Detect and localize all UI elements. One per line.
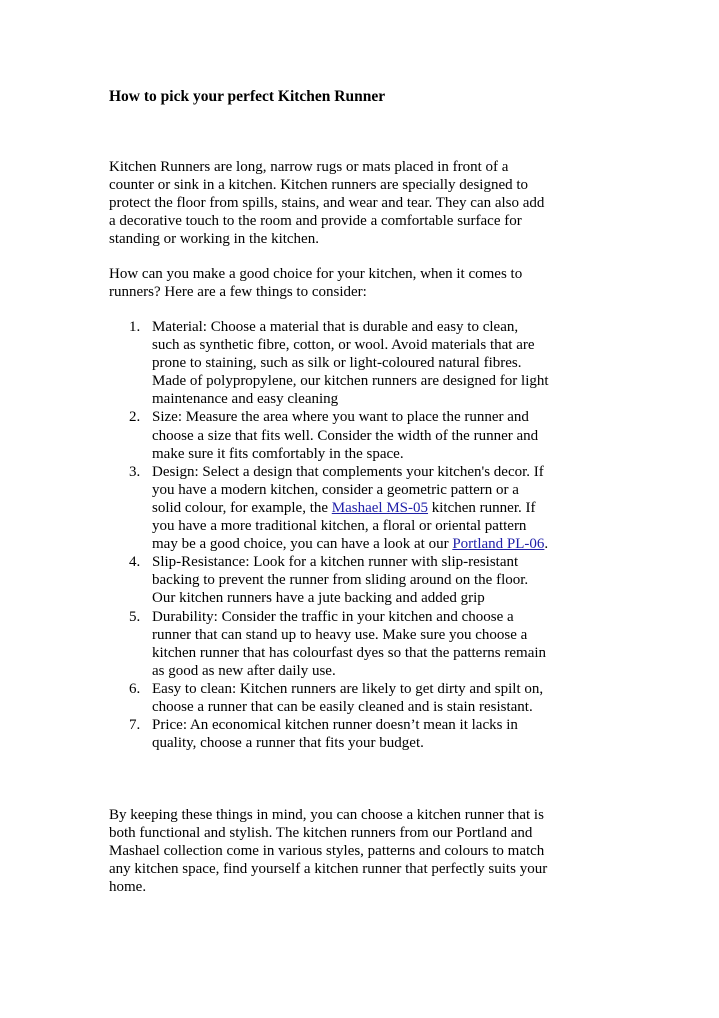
list-item-text: Material: Choose a material that is durable and easy to clean, such as synthetic fibre, cotton, or wool. Avoid materials that are prone to staining, such as silk or light-coloured natural fibres. Made of polypropylene, our kitchen runners are designed for light maintenance and easy cleaning: [152, 319, 549, 408]
list-item-number: 6.: [129, 680, 141, 697]
list-item-text-after: .: [544, 536, 549, 553]
list-item-text: Durability: Consider the traffic in your kitchen and choose a runner that can stand up to heavy use. Make sure you choose a kitchen runner that has colourfast dyes so that the patterns remain as good as new after daily use.: [152, 608, 547, 679]
list-item: [109, 680, 549, 716]
list-item-text-middle: kitchen runner. If you have a more traditional kitchen, a floral or oriental pattern may be a good choice, you can have a look at our: [152, 499, 536, 553]
list-item: [109, 553, 549, 607]
list-item-number: 1.: [129, 319, 141, 335]
list-item-number: 4.: [129, 554, 141, 571]
list-item-number: 3.: [129, 463, 141, 480]
list-item-text: Slip-Resistance: Look for a kitchen runner with slip-resistant backing to prevent the runner from sliding around on the floor. Our kitchen runners have a jute backing and added grip: [152, 554, 529, 607]
list-item-text: Size: Measure the area where you want to place the runner and choose a size that fits well. Consider the width of the runner and make sure it fits comfortably in the space.: [152, 409, 539, 462]
list-item-number: 2.: [129, 409, 141, 426]
list-item-text-before: Design: Select a design that complements your kitchen's decor. If you have a modern kitchen, consider a geometric pattern or a solid colour, for example, the: [152, 463, 544, 516]
question-paragraph: How can you make a good choice for your kitchen, when it comes to runners? Here are a few things to consider:: [109, 266, 523, 301]
mashael-ms-05-link[interactable]: Mashael MS-05: [331, 499, 429, 516]
considerations-list: [109, 318, 549, 752]
list-item-text: Price: An economical kitchen runner doesn’t mean it lacks in quality, choose a runner that fits your budget.: [152, 717, 518, 752]
list-item: [109, 716, 549, 752]
list-item: [109, 318, 549, 408]
conclusion-paragraph: By keeping these things in mind, you can choose a kitchen runner that is both functional and stylish. The kitchen runners from our Portland and Mashael collection come in various styles, patterns and colours to match any kitchen space, find yourself a kitchen runner that perfectly suits your home.: [109, 807, 548, 896]
list-item: [109, 463, 549, 553]
portland-pl-06-link[interactable]: Portland PL-06: [452, 536, 545, 553]
list-item-number: 5.: [129, 608, 141, 625]
list-item-number: 7.: [129, 717, 141, 734]
list-item: [109, 408, 549, 462]
list-item: [109, 608, 549, 680]
page-title: How to pick your perfect Kitchen Runner: [109, 88, 386, 105]
list-item-text: Easy to clean: Kitchen runners are likely to get dirty and spilt on, choose a runner that can be easily cleaned and is stain resistant.: [152, 680, 544, 715]
intro-paragraph: Kitchen Runners are long, narrow rugs or mats placed in front of a counter or sink in a kitchen. Kitchen runners are specially designed to protect the floor from spills, stains, and wear and tear. They can also add a decorative touch to the room and provide a comfortable surface for standing or working in the kitchen.: [109, 159, 545, 248]
